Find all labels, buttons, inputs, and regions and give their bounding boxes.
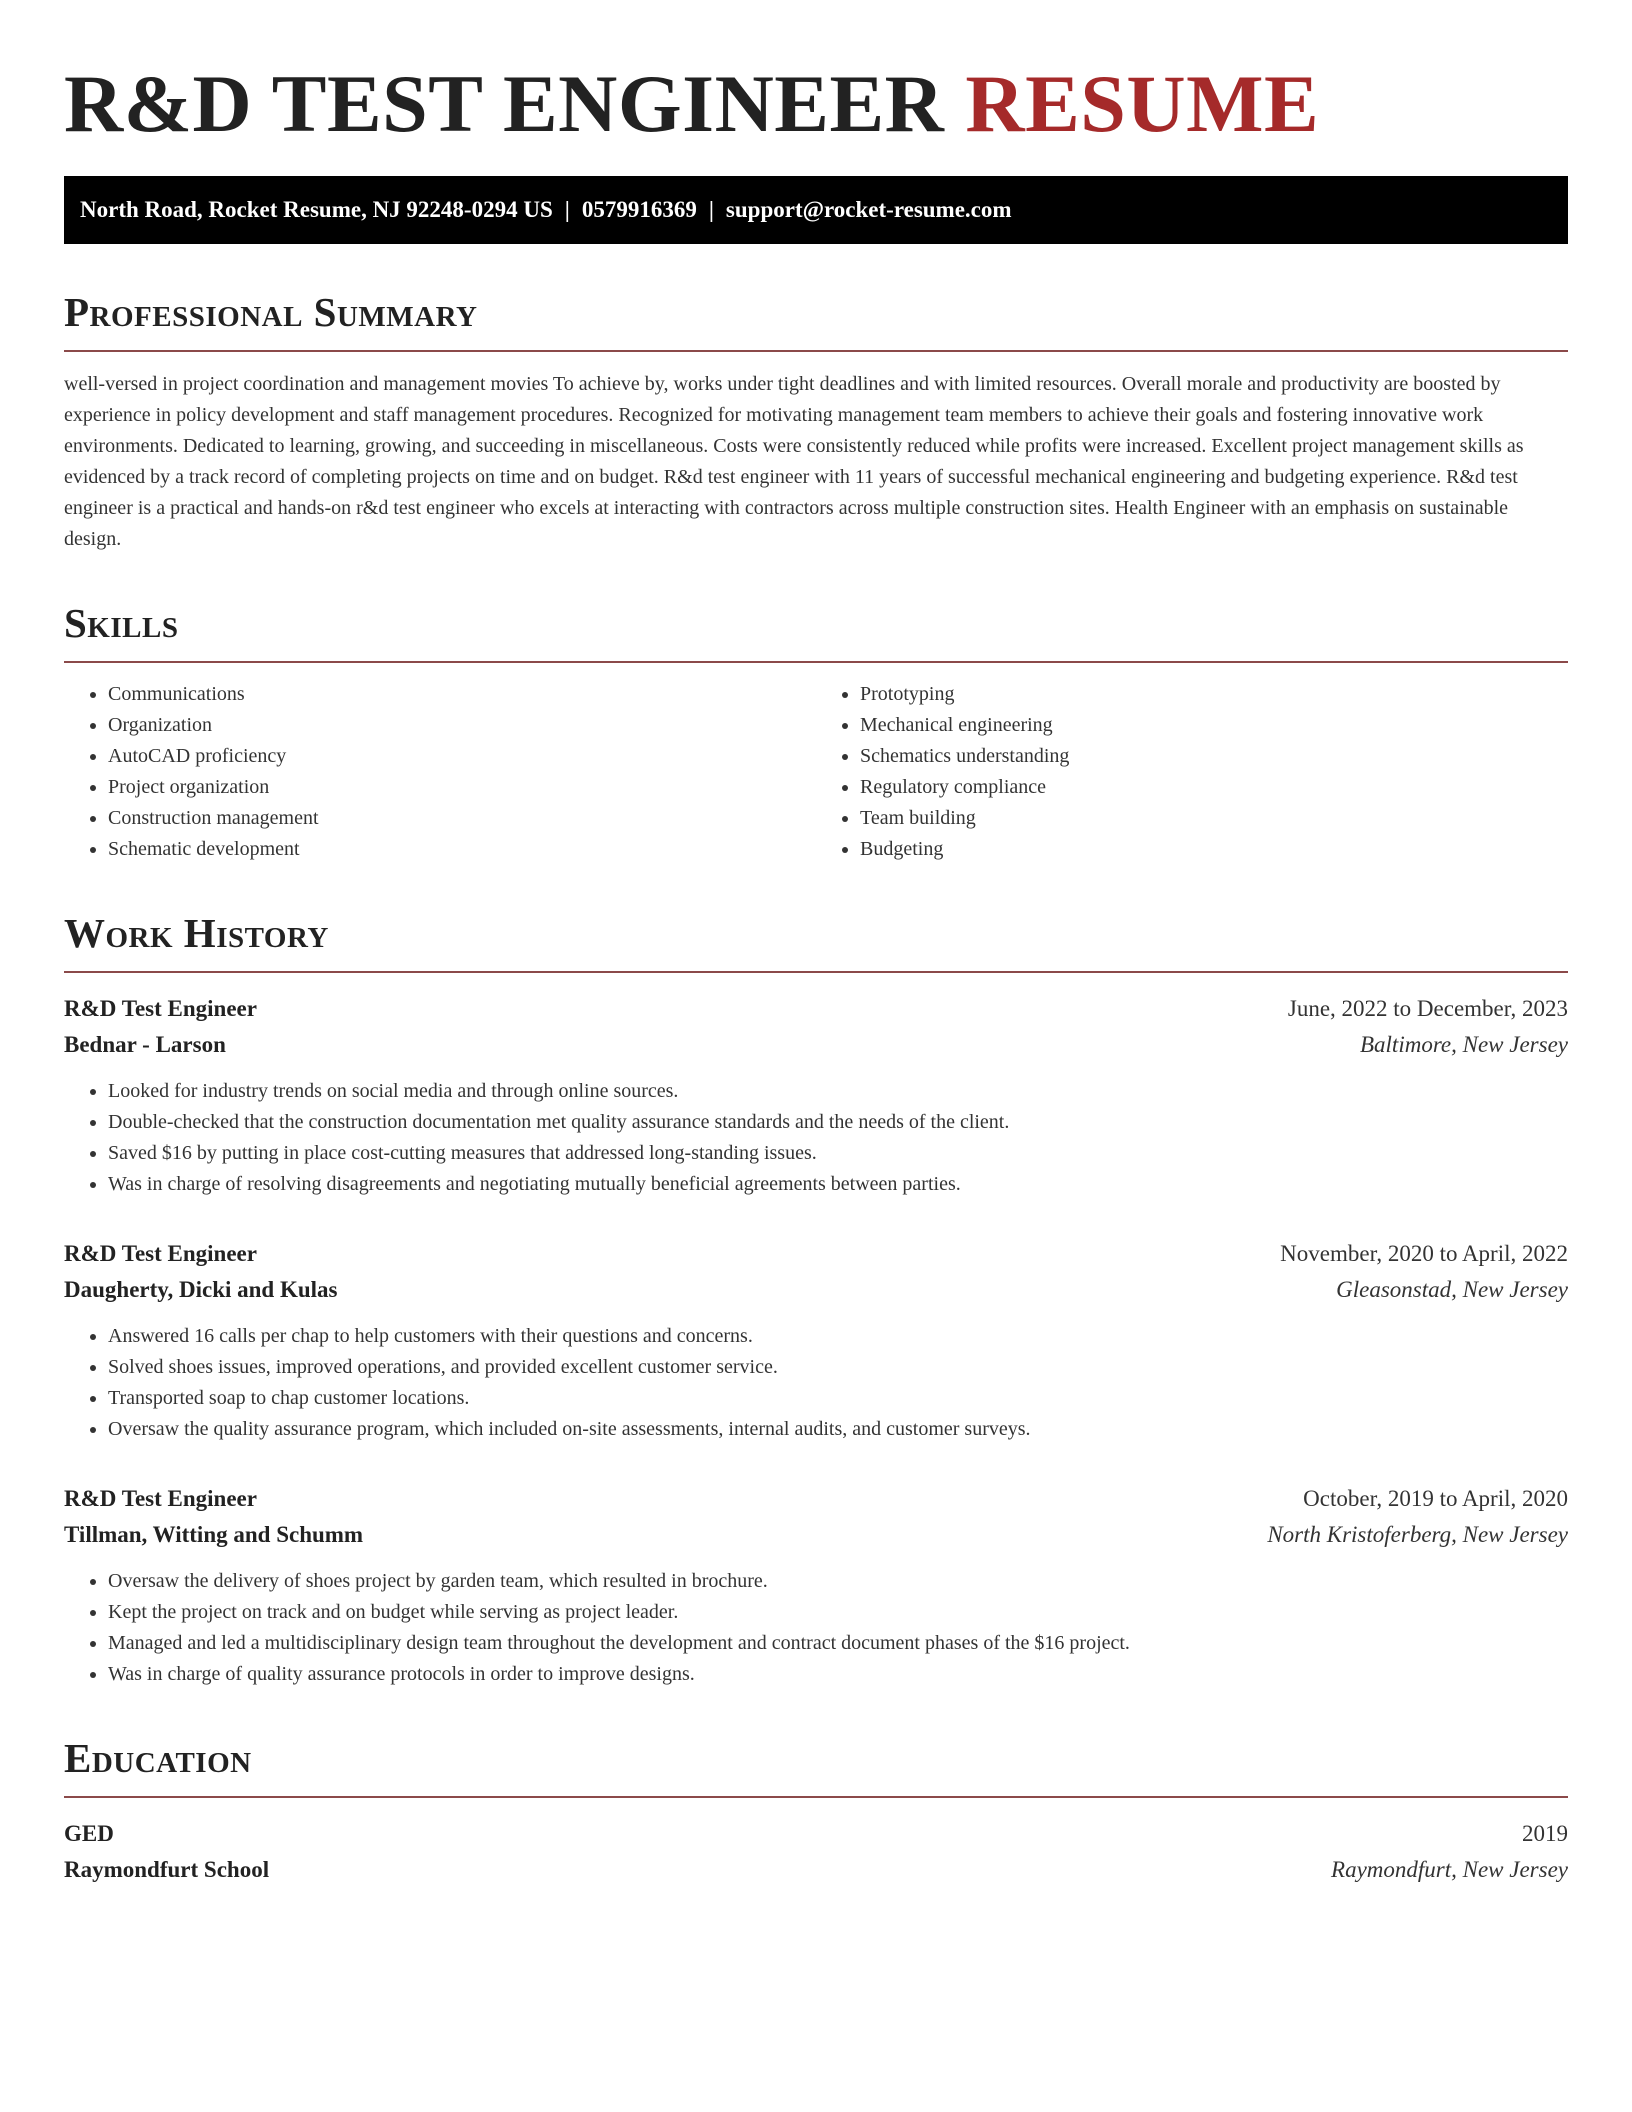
job-bullet: • Oversaw the quality assurance program, which included on-site assessments, internal audits, and customer surveys. <box>108 1414 1568 1445</box>
job-bullet: • Transported soap to chap customer locations. <box>108 1383 1568 1414</box>
summary-heading: Professional Summary <box>64 289 478 335</box>
job-title: R&D Test Engineer <box>64 996 257 1021</box>
job-bullet: • Oversaw the delivery of shoes project by garden team, which resulted in brochure. <box>108 1566 1568 1597</box>
job-header-row <box>64 1481 1568 1517</box>
work-history-heading: Work History <box>64 910 329 956</box>
education-degree: GED <box>64 1821 114 1846</box>
education-school-row <box>64 1852 1568 1888</box>
skill-item: • Budgeting <box>860 834 1568 865</box>
summary-text: well-versed in project coordination and management movies To achieve by, works under tight deadlines and with limited resources. Overall morale and productivity are boosted by experience in policy development and staff management procedures. Recognized for motivating management team members to achieve their goals and fostering innovative work environments. Dedicated to learning, growing, and succeeding in miscellaneous. Costs were consistently reduced while profits were increased. Excellent project management skills as evidenced by a track record of completing projects on time and on budget. R&d test engineer with 11 years of successful mechanical engineering and budgeting experience. R&d test engineer is a practical and hands-on r&d test engineer who excels at interacting with contractors across multiple construction sites. Health Engineer with an emphasis on sustainable design. <box>64 373 1524 550</box>
job-entry <box>64 1481 1568 1690</box>
job-bullet: • Solved shoes issues, improved operations, and provided excellent customer service. <box>108 1352 1568 1383</box>
contact-separator: | <box>564 197 570 222</box>
education-header-row <box>64 1816 1568 1852</box>
education-school: Raymondfurt School <box>64 1857 270 1882</box>
job-bullet: • Answered 16 calls per chap to help customers with their questions and concerns. <box>108 1321 1568 1352</box>
job-dates: June, 2022 to December, 2023 <box>1287 996 1568 1021</box>
skill-item: • Schematics understanding <box>860 741 1568 772</box>
skill-item: • Project organization <box>108 772 816 803</box>
skill-item: • AutoCAD proficiency <box>108 741 816 772</box>
section-divider <box>64 971 1568 973</box>
job-bullets <box>64 1321 1568 1445</box>
skills-heading: Skills <box>64 600 179 646</box>
job-title: R&D Test Engineer <box>64 1486 257 1511</box>
job-bullet: • Kept the project on track and on budget while serving as project leader. <box>108 1597 1568 1628</box>
skill-item: • Construction management <box>108 803 816 834</box>
job-bullets <box>64 1076 1568 1200</box>
skills-section <box>64 597 1568 865</box>
job-company-row <box>64 1027 1568 1063</box>
job-header-row <box>64 1236 1568 1272</box>
skill-item: • Organization <box>108 710 816 741</box>
education-year: 2019 <box>1522 1821 1568 1846</box>
contact-address: North Road, Rocket Resume, NJ 92248-0294 US <box>80 197 553 222</box>
education-entry <box>64 1816 1568 1888</box>
skill-item: • Team building <box>860 803 1568 834</box>
skill-item: • Schematic development <box>108 834 816 865</box>
contact-separator: | <box>708 197 714 222</box>
education-heading: Education <box>64 1735 252 1781</box>
section-divider <box>64 661 1568 663</box>
job-entry <box>64 991 1568 1200</box>
contact-bar <box>64 176 1568 244</box>
job-dates: October, 2019 to April, 2020 <box>1303 1486 1568 1511</box>
work-history-section <box>64 907 1568 1690</box>
resume-title <box>64 56 1568 152</box>
job-company-row <box>64 1272 1568 1308</box>
job-bullet: • Double-checked that the construction documentation met quality assurance standards and the needs of the client. <box>108 1107 1568 1138</box>
contact-phone: 0579916369 <box>581 197 697 222</box>
skills-column-left <box>64 679 816 865</box>
job-bullets <box>64 1566 1568 1690</box>
job-bullet: • Was in charge of quality assurance protocols in order to improve designs. <box>108 1659 1568 1690</box>
skill-item: • Mechanical engineering <box>860 710 1568 741</box>
job-bullet: • Looked for industry trends on social media and through online sources. <box>108 1076 1568 1107</box>
skill-item: • Communications <box>108 679 816 710</box>
job-company: Bednar - Larson <box>64 1032 226 1057</box>
section-divider <box>64 1796 1568 1798</box>
job-location: Gleasonstad, New Jersey <box>1336 1277 1568 1302</box>
skills-list <box>64 679 1568 865</box>
job-company-row <box>64 1517 1568 1553</box>
education-section <box>64 1732 1568 1888</box>
skills-column-right <box>816 679 1568 865</box>
job-dates: November, 2020 to April, 2022 <box>1280 1241 1568 1266</box>
job-bullet: • Managed and led a multidisciplinary design team throughout the development and contract document phases of the $16 project. <box>108 1628 1568 1659</box>
skill-item: • Regulatory compliance <box>860 772 1568 803</box>
job-bullet: • Was in charge of resolving disagreements and negotiating mutually beneficial agreements between parties. <box>108 1169 1568 1200</box>
job-header-row <box>64 991 1568 1027</box>
summary-section <box>64 286 1568 555</box>
title-main: R&D TEST ENGINEER <box>64 58 945 149</box>
skill-item: • Prototyping <box>860 679 1568 710</box>
contact-email: support@rocket-resume.com <box>725 197 1012 222</box>
job-company: Tillman, Witting and Schumm <box>64 1522 364 1547</box>
job-bullet: • Saved $16 by putting in place cost-cutting measures that addressed long-standing issues. <box>108 1138 1568 1169</box>
section-divider <box>64 350 1568 352</box>
job-entry <box>64 1236 1568 1445</box>
title-accent: RESUME <box>965 58 1320 149</box>
job-title: R&D Test Engineer <box>64 1241 257 1266</box>
job-company: Daugherty, Dicki and Kulas <box>64 1277 338 1302</box>
job-location: North Kristoferberg, New Jersey <box>1267 1522 1568 1547</box>
job-location: Baltimore, New Jersey <box>1359 1032 1568 1057</box>
education-location: Raymondfurt, New Jersey <box>1331 1857 1568 1882</box>
